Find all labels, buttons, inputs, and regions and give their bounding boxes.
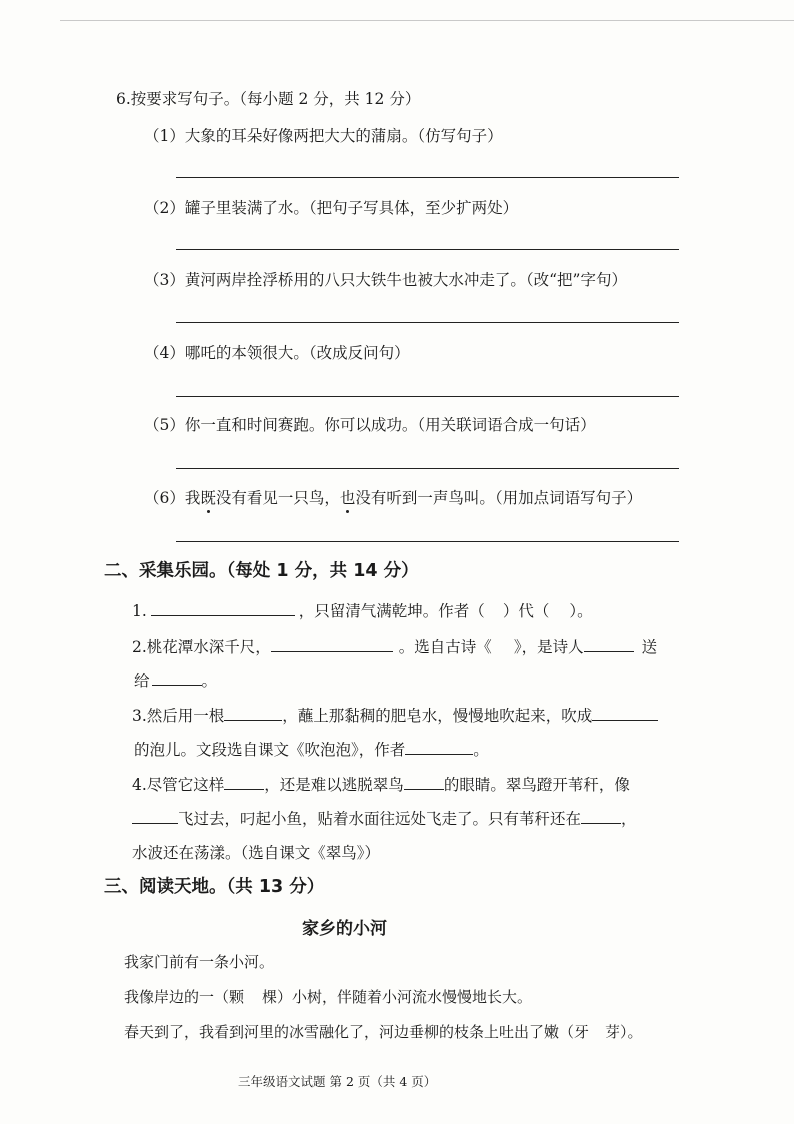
fill-blank[interactable] <box>405 739 473 755</box>
q6-item-3: （3）黄河两岸拴浮桥用的八只大铁牛也被大水冲走了。（改“把”字句） <box>144 271 627 289</box>
answer-line-1[interactable] <box>176 177 679 178</box>
emphasis-dot-word: 既 <box>200 489 216 507</box>
fill-blank[interactable] <box>224 774 264 790</box>
passage-paragraph-3: 春天到了，我看到河里的冰雪融化了，河边垂柳的枝条上吐出了嫩（牙 芽）。 <box>124 1023 643 1041</box>
page-top-border <box>60 20 794 21</box>
emphasis-dot-word: 也 <box>339 489 356 507</box>
fill-blank[interactable] <box>581 808 621 824</box>
answer-line-6[interactable] <box>176 541 679 542</box>
fill-blank[interactable] <box>584 636 634 652</box>
fill-blank[interactable] <box>592 705 658 721</box>
q6-item-4: （4）哪吒的本领很大。（改成反问句） <box>144 344 410 362</box>
s2-line-6: 4.尽管它这样 ，还是难以逃脱翠鸟 的眼睛。翠鸟蹬开苇秆，像 <box>132 776 630 794</box>
passage-paragraph-1: 我家门前有一条小河。 <box>124 953 275 971</box>
page-footer: 三年级语文试题 第 2 页（共 4 页） <box>238 1074 437 1089</box>
q6-heading: 6.按要求写句子。（每小题 2 分，共 12 分） <box>116 90 421 108</box>
fill-blank[interactable] <box>224 705 282 721</box>
s2-line-4: 3.然后用一根 ，蘸上那黏稠的肥皂水，慢慢地吹起来，吹成 <box>132 705 658 726</box>
section3-heading: 三、阅读天地。（共 13 分） <box>104 877 325 897</box>
fill-blank[interactable] <box>404 774 444 790</box>
q6-item-6: （6）我既没有看见一只鸟，也没有听到一声鸟叫。（用加点词语写句子） <box>144 489 643 507</box>
s2-line-5: 的泡儿。文段选自课文《吹泡泡》，作者 。 <box>134 741 489 759</box>
answer-line-3[interactable] <box>176 322 679 323</box>
s2-line-7: 飞过去，叼起小鱼，贴着水面往远处飞走了。只有苇秆还在 ， <box>132 808 637 829</box>
section2-heading: 二、采集乐园。（每处 1 分，共 14 分） <box>104 561 419 581</box>
s2-line-8: 水波还在荡漾。（选自课文《翠鸟》） <box>132 844 381 862</box>
s2-line-2: 2.桃花潭水深千尺， 。选自古诗《 》，是诗人 送 <box>132 638 658 656</box>
answer-line-4[interactable] <box>176 396 679 397</box>
s2-line-1: 1. ，只留清气满乾坤。作者（ ）代（ ）。 <box>132 602 593 620</box>
s2-line-3: 给 。 <box>134 672 218 690</box>
passage-title: 家乡的小河 <box>302 919 387 939</box>
q6-item-1: （1）大象的耳朵好像两把大大的蒲扇。（仿写句子） <box>144 127 503 145</box>
fill-blank[interactable] <box>151 600 295 616</box>
answer-line-5[interactable] <box>176 468 679 469</box>
fill-blank[interactable] <box>152 670 202 686</box>
passage-paragraph-2: 我像岸边的一（颗 棵）小树，伴随着小河流水慢慢地长大。 <box>124 988 533 1006</box>
fill-blank[interactable] <box>132 808 178 824</box>
answer-line-2[interactable] <box>176 249 679 250</box>
fill-blank[interactable] <box>271 636 393 652</box>
q6-item-2: （2）罐子里装满了水。（把句子写具体，至少扩两处） <box>144 199 519 217</box>
q6-item-5: （5）你一直和时间赛跑。你可以成功。（用关联词语合成一句话） <box>144 416 596 434</box>
